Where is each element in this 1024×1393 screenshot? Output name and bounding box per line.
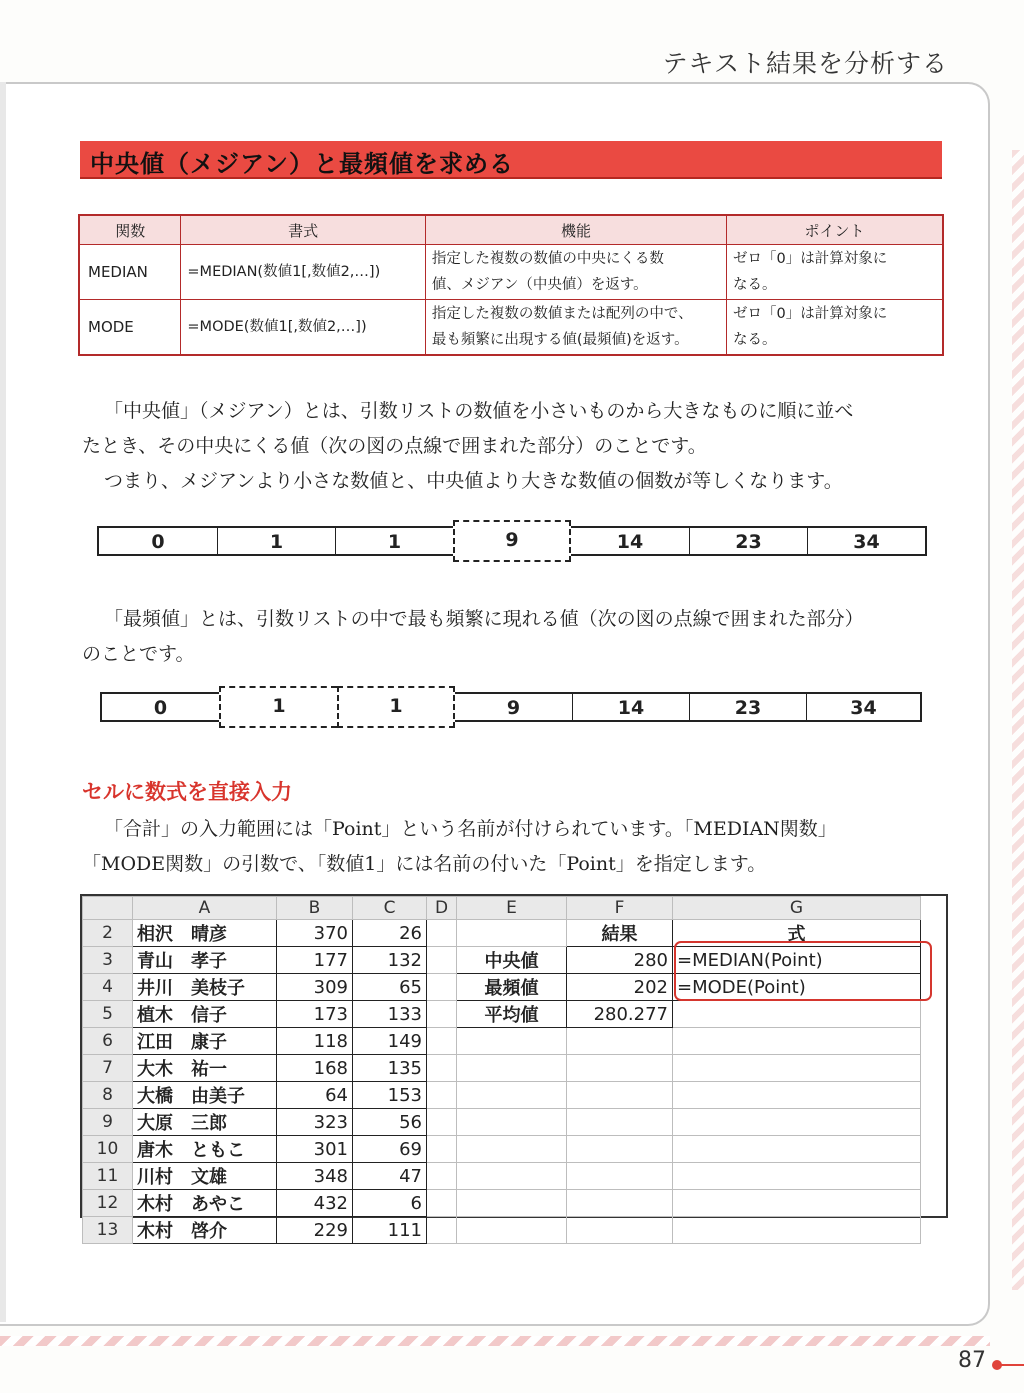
function-format: =MODE(数値1[,数値2,…]) [181,300,426,356]
table-row [83,1055,921,1082]
cell-score-b[interactable]: 118 [277,1028,353,1055]
cell-empty-d[interactable] [427,1217,457,1244]
row-header[interactable]: 12 [83,1190,133,1217]
function-name: MODE [79,300,181,356]
cell-name[interactable]: 川村 文雄 [133,1163,277,1190]
cell-result-f[interactable] [567,1217,673,1244]
cell-empty-d[interactable] [427,1001,457,1028]
cell-score-c[interactable]: 26 [353,920,427,947]
cell-label-e[interactable]: 中央値 [457,947,567,974]
cell-label-e[interactable] [457,1136,567,1163]
cell-label-e[interactable]: 最頻値 [457,974,567,1001]
column-header: F [567,897,673,920]
cell-score-b[interactable]: 370 [277,920,353,947]
cell-name[interactable]: 江田 康子 [133,1028,277,1055]
right-decorative-stripes [1012,150,1024,1290]
cell-score-b[interactable]: 173 [277,1001,353,1028]
cell-formula-g[interactable]: =MODE(Point) [673,974,921,1001]
strip-cell: 34 [807,528,925,554]
description-line: 指定した複数の数値または配列の中で、 [431,306,693,322]
cell-label-e[interactable] [457,920,567,947]
column-header-row [83,897,921,920]
header-cell: 関数 [79,215,181,245]
cell-score-c[interactable]: 135 [353,1055,427,1082]
cell-formula-g[interactable] [673,1028,921,1055]
cell-empty-d[interactable] [427,974,457,1001]
cell-result-f[interactable]: 202 [567,974,673,1001]
row-header[interactable]: 2 [83,920,133,947]
row-header[interactable]: 13 [83,1217,133,1244]
row-header[interactable]: 8 [83,1082,133,1109]
cell-name[interactable]: 唐木 ともこ [133,1136,277,1163]
page-line [1000,1364,1024,1366]
spreadsheet [80,894,948,1242]
cell-formula-g[interactable] [673,1136,921,1163]
paragraph-line: つまり、メジアンより小さな数値と、中央値より大きな数値の個数が等しくなります。 [104,470,843,492]
cell-formula-g[interactable]: 式 [673,920,921,947]
corner-cell [83,897,133,920]
table-row [83,1217,921,1244]
cell-formula-g[interactable] [673,1109,921,1136]
cell-empty-d[interactable] [427,1082,457,1109]
row-header[interactable]: 6 [83,1028,133,1055]
cell-score-b[interactable]: 301 [277,1136,353,1163]
cell-score-c[interactable]: 133 [353,1001,427,1028]
cell-score-c[interactable]: 47 [353,1163,427,1190]
column-header: C [353,897,427,920]
mode-number-strip [100,692,922,722]
median-explanation [82,394,946,499]
cell-label-e[interactable] [457,1163,567,1190]
cell-empty-d[interactable] [427,1109,457,1136]
table-row [83,974,921,1001]
cell-result-f[interactable] [567,1082,673,1109]
cell-score-c[interactable]: 65 [353,974,427,1001]
cell-name[interactable]: 植木 信子 [133,1001,277,1028]
row-header[interactable]: 7 [83,1055,133,1082]
table-row [83,920,921,947]
strip-cell-median-highlight: 9 [453,520,571,562]
cell-empty-d[interactable] [427,1028,457,1055]
column-header: D [427,897,457,920]
cell-score-b[interactable]: 229 [277,1217,353,1244]
cell-result-f[interactable] [567,1028,673,1055]
table-row [83,1136,921,1163]
median-number-strip [97,526,927,556]
cell-formula-g[interactable] [673,1055,921,1082]
cell-empty-d[interactable] [427,1190,457,1217]
function-point [727,300,943,356]
page-number: 87 [958,1348,986,1373]
cell-score-c[interactable]: 149 [353,1028,427,1055]
cell-name[interactable]: 相沢 晴彦 [133,920,277,947]
mode-explanation [82,602,946,672]
cell-result-f[interactable] [567,1109,673,1136]
cell-score-c[interactable]: 56 [353,1109,427,1136]
header-cell: 機能 [425,215,726,245]
header-title: テキスト結果を分析する [662,49,948,78]
strip-cell: 9 [506,697,521,719]
paragraph-line: 「中央値」（メジアン）とは、引数リストの数値を小さいものから大きなものに順に並べ [104,400,854,422]
strip-cell: 34 [806,694,920,720]
cell-empty-d[interactable] [427,920,457,947]
table-row [83,1001,921,1028]
subsection-title: セルに数式を直接入力 [82,780,292,804]
cell-empty-d[interactable] [427,1136,457,1163]
row-header[interactable]: 10 [83,1136,133,1163]
section-bar [80,141,942,179]
cell-label-e[interactable] [457,1217,567,1244]
table-row [83,1028,921,1055]
description-line: 指定した複数の数値の中央にくる数 [431,251,664,267]
cell-name[interactable]: 木村 啓介 [133,1217,277,1244]
column-header: G [673,897,921,920]
function-point [727,245,943,300]
cell-formula-g[interactable] [673,1001,921,1028]
table-row [83,947,921,974]
cell-label-e[interactable] [457,1109,567,1136]
description-line: 最も頻繁に出現する値(最頻値)を返す。 [431,332,689,348]
table-row [83,1109,921,1136]
direct-input-explanation [82,812,946,882]
cell-score-c[interactable]: 6 [353,1190,427,1217]
table-row [79,300,943,356]
cell-score-c[interactable]: 69 [353,1136,427,1163]
strip-cell: 14 [572,694,689,720]
cell-result-f[interactable]: 280 [567,947,673,974]
cell-score-b[interactable]: 177 [277,947,353,974]
paragraph-line: 「合計」の入力範囲には「Point」という名前が付けられています。「MEDIAN関数」 [104,818,837,840]
cell-score-b[interactable]: 323 [277,1109,353,1136]
strip-cell: 1 [217,528,335,554]
cell-score-b[interactable]: 432 [277,1190,353,1217]
cell-score-c[interactable]: 153 [353,1082,427,1109]
cell-label-e[interactable] [457,1190,567,1217]
strip-cell: 14 [616,531,644,553]
paragraph-line: 「最頻値」とは、引数リストの中で最も頻繁に現れる値（次の図の点線で囲まれた部分） [104,608,864,630]
cell-empty-d[interactable] [427,947,457,974]
cell-result-f[interactable] [567,1190,673,1217]
cell-score-c[interactable]: 132 [353,947,427,974]
section-title: 中央値（メジアン）と最頻値を求める [90,150,515,178]
strip-cell: 1 [335,528,453,554]
point-line: ゼロ「0」は計算対象に [733,306,888,322]
strip-cell: 0 [153,697,168,719]
cell-name[interactable]: 青山 孝子 [133,947,277,974]
cell-name[interactable]: 大原 三郎 [133,1109,277,1136]
cell-result-f[interactable]: 280.277 [567,1001,673,1028]
function-table [78,214,944,356]
cell-score-b[interactable]: 64 [277,1082,353,1109]
table-row [83,1082,921,1109]
cell-result-f[interactable] [567,1055,673,1082]
strip-cell: 0 [151,531,165,553]
strip-cell: 23 [689,528,807,554]
cell-name[interactable]: 大橋 由美子 [133,1082,277,1109]
table-row [83,1190,921,1217]
table-row [83,1163,921,1190]
point-line: ゼロ「0」は計算対象に [733,251,888,267]
column-header: E [457,897,567,920]
row-header[interactable]: 11 [83,1163,133,1190]
function-name: MEDIAN [79,245,181,300]
strip-cell-mode-highlight: 1 [219,686,337,728]
row-header[interactable]: 3 [83,947,133,974]
function-format: =MEDIAN(数値1[,数値2,…]) [181,245,426,300]
function-description [425,245,726,300]
cell-score-b[interactable]: 348 [277,1163,353,1190]
function-table-header [79,215,943,245]
cell-name[interactable]: 井川 美枝子 [133,974,277,1001]
column-header: A [133,897,277,920]
point-line: なる。 [733,332,777,348]
cell-result-f[interactable] [567,1136,673,1163]
cell-formula-g[interactable] [673,1217,921,1244]
point-line: なる。 [733,277,777,293]
cell-label-e[interactable] [457,1082,567,1109]
paragraph-line: のことです。 [82,643,195,665]
function-description [425,300,726,356]
cell-formula-g[interactable] [673,1082,921,1109]
row-header[interactable]: 4 [83,974,133,1001]
cell-result-f[interactable] [567,1163,673,1190]
strip-cell-mode-highlight: 1 [337,686,455,728]
column-header: B [277,897,353,920]
cell-name[interactable]: 大木 祐一 [133,1055,277,1082]
cell-score-c[interactable]: 111 [353,1217,427,1244]
strip-cell: 23 [689,694,806,720]
header-cell: ポイント [727,215,943,245]
paragraph-line: 「MODE関数」の引数で、「数値1」には名前の付いた「Point」を指定します。 [82,853,767,875]
row-header[interactable]: 9 [83,1109,133,1136]
paragraph-line: たとき、その中央にくる値（次の図の点線で囲まれた部分）のことです。 [82,435,707,457]
cell-score-b[interactable]: 168 [277,1055,353,1082]
table-row [79,245,943,300]
cell-name[interactable]: 木村 あやこ [133,1190,277,1217]
cell-empty-d[interactable] [427,1055,457,1082]
cell-formula-g[interactable] [673,1190,921,1217]
cell-formula-g[interactable] [673,1163,921,1190]
cell-empty-d[interactable] [427,1163,457,1190]
cell-label-e[interactable]: 平均値 [457,1001,567,1028]
left-stripe [0,82,6,1322]
cell-label-e[interactable] [457,1055,567,1082]
bottom-decorative-stripes [0,1336,990,1346]
spreadsheet-grid [82,896,921,1244]
cell-formula-g[interactable]: =MEDIAN(Point) [673,947,921,974]
cell-result-f[interactable]: 結果 [567,920,673,947]
cell-score-b[interactable]: 309 [277,974,353,1001]
description-line: 値、メジアン（中央値）を返す。 [431,277,648,293]
row-header[interactable]: 5 [83,1001,133,1028]
header-cell: 書式 [181,215,426,245]
cell-label-e[interactable] [457,1028,567,1055]
